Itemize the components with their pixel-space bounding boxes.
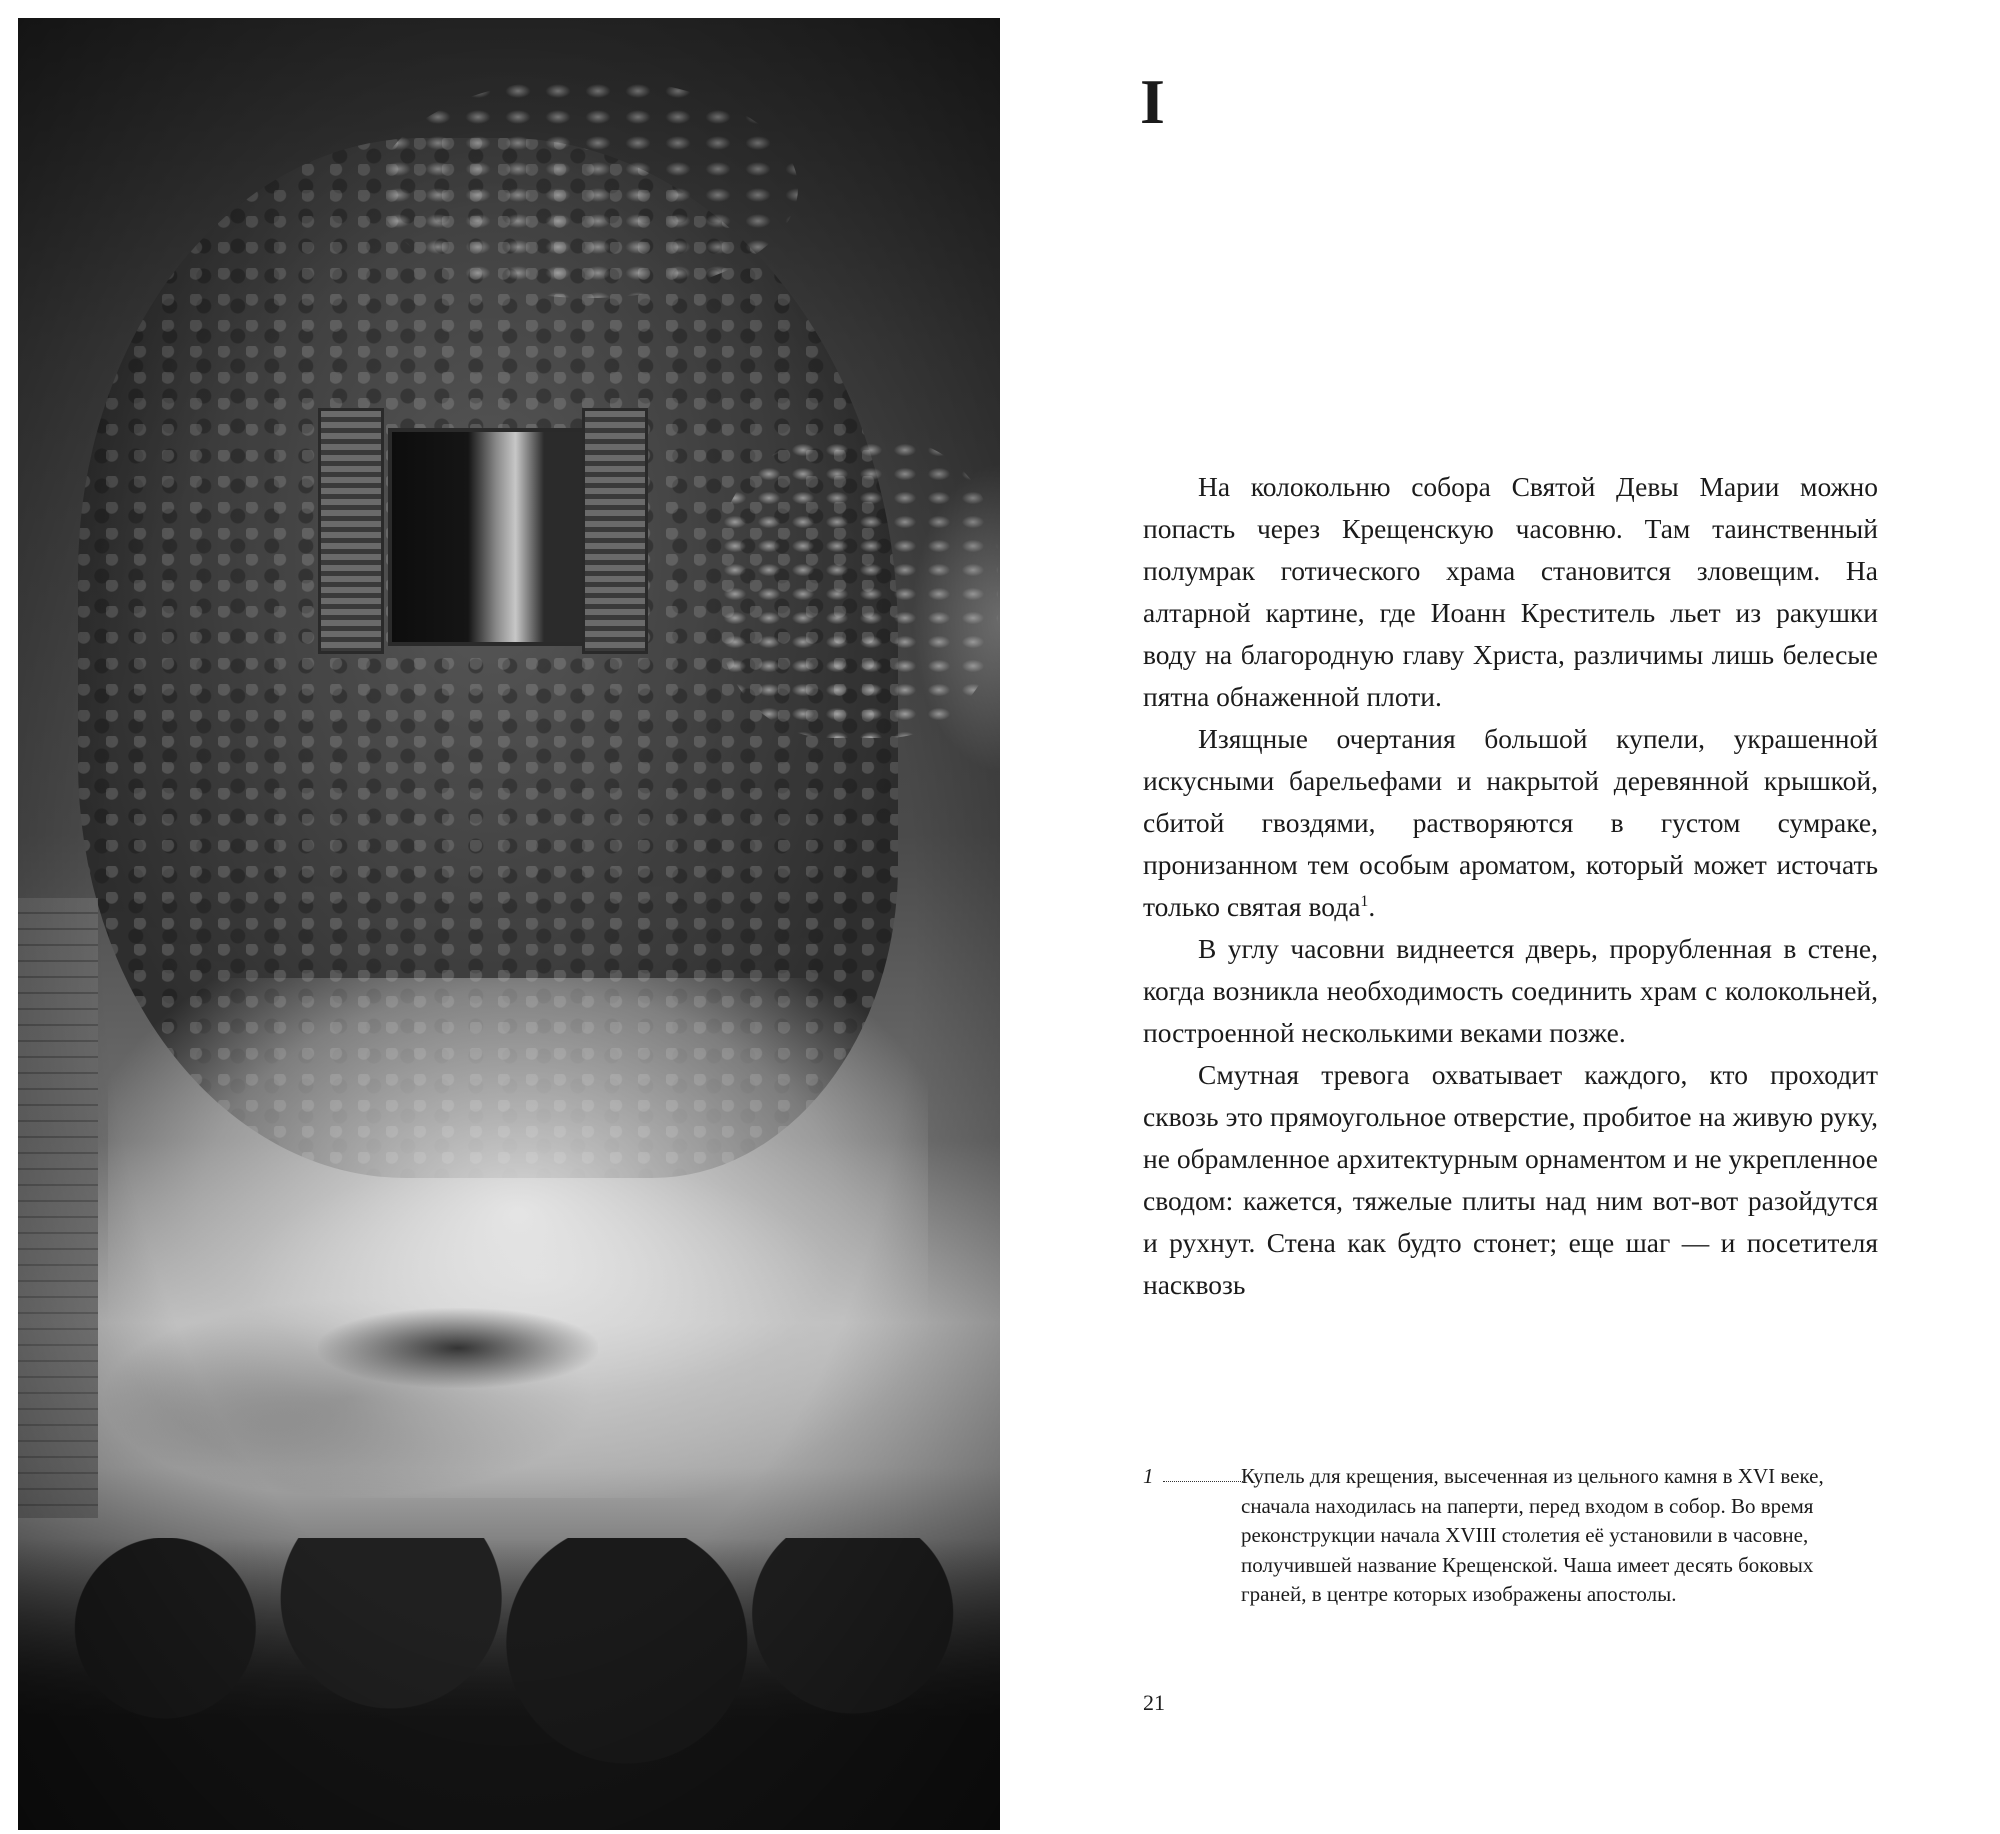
footnote-leader xyxy=(1163,1481,1245,1482)
chapter-number: I xyxy=(1140,66,1165,137)
paragraph-text: В углу часовни виднеется дверь, прорубленная в стене, когда возникла необходимость соединить храм с колокольней, построенной несколькими веками позже. xyxy=(1143,933,1878,1048)
paragraph xyxy=(1143,466,1878,718)
footnote-ref[interactable]: 1 xyxy=(1360,892,1369,910)
vignette xyxy=(18,18,1000,1830)
paragraph-end: . xyxy=(1368,891,1376,922)
photograph xyxy=(18,18,1000,1830)
text-page xyxy=(1000,0,2000,1834)
paragraph-text: Смутная тревога охватывает каждого, кто проходит сквозь это прямоугольное отверстие, пробитое на живую руку, не обрамленное архитектурным орнаментом и не укрепленное сводом: кажется, тяжелые плиты над ним вот-вот разойдутся и рухнут. Стена как будто стонет; еще шаг — и посетителя насквозь xyxy=(1143,1059,1878,1300)
footnote-number: 1 xyxy=(1143,1464,1154,1488)
paragraph xyxy=(1143,718,1878,928)
footnote-text: Купель для крещения, высеченная из цельного камня в XVI веке, сначала находилась на паперти, перед входом в собор. Во время реконструкции начала XVIII столетия её установили в часовне, получившей название Крещенской. Чаша имеет десять боковых граней, в центре которых изображены апостолы. xyxy=(1241,1464,1824,1606)
paragraph xyxy=(1143,928,1878,1054)
footnote xyxy=(1143,1462,1878,1610)
paragraph-text: На колокольню собора Святой Девы Марии можно попасть через Крещенскую часовню. Там таинственный полумрак готического храма становится зловещим. На алтарной картине, где Иоанн Креститель льет из ракушки воду на благородную главу Христа, различимы лишь белесые пятна обнаженной плоти. xyxy=(1143,471,1878,712)
page-number: 21 xyxy=(1143,1690,1165,1715)
paragraph xyxy=(1143,1054,1878,1306)
paragraph-text: Изящные очертания большой купели, украшенной искусными барельефами и накрытой деревянной крышкой, сбитой гвоздями, растворяются в густом сумраке, пронизанном тем особым ароматом, который может источать только святая вода xyxy=(1143,723,1878,922)
body-text xyxy=(1143,466,1878,1306)
